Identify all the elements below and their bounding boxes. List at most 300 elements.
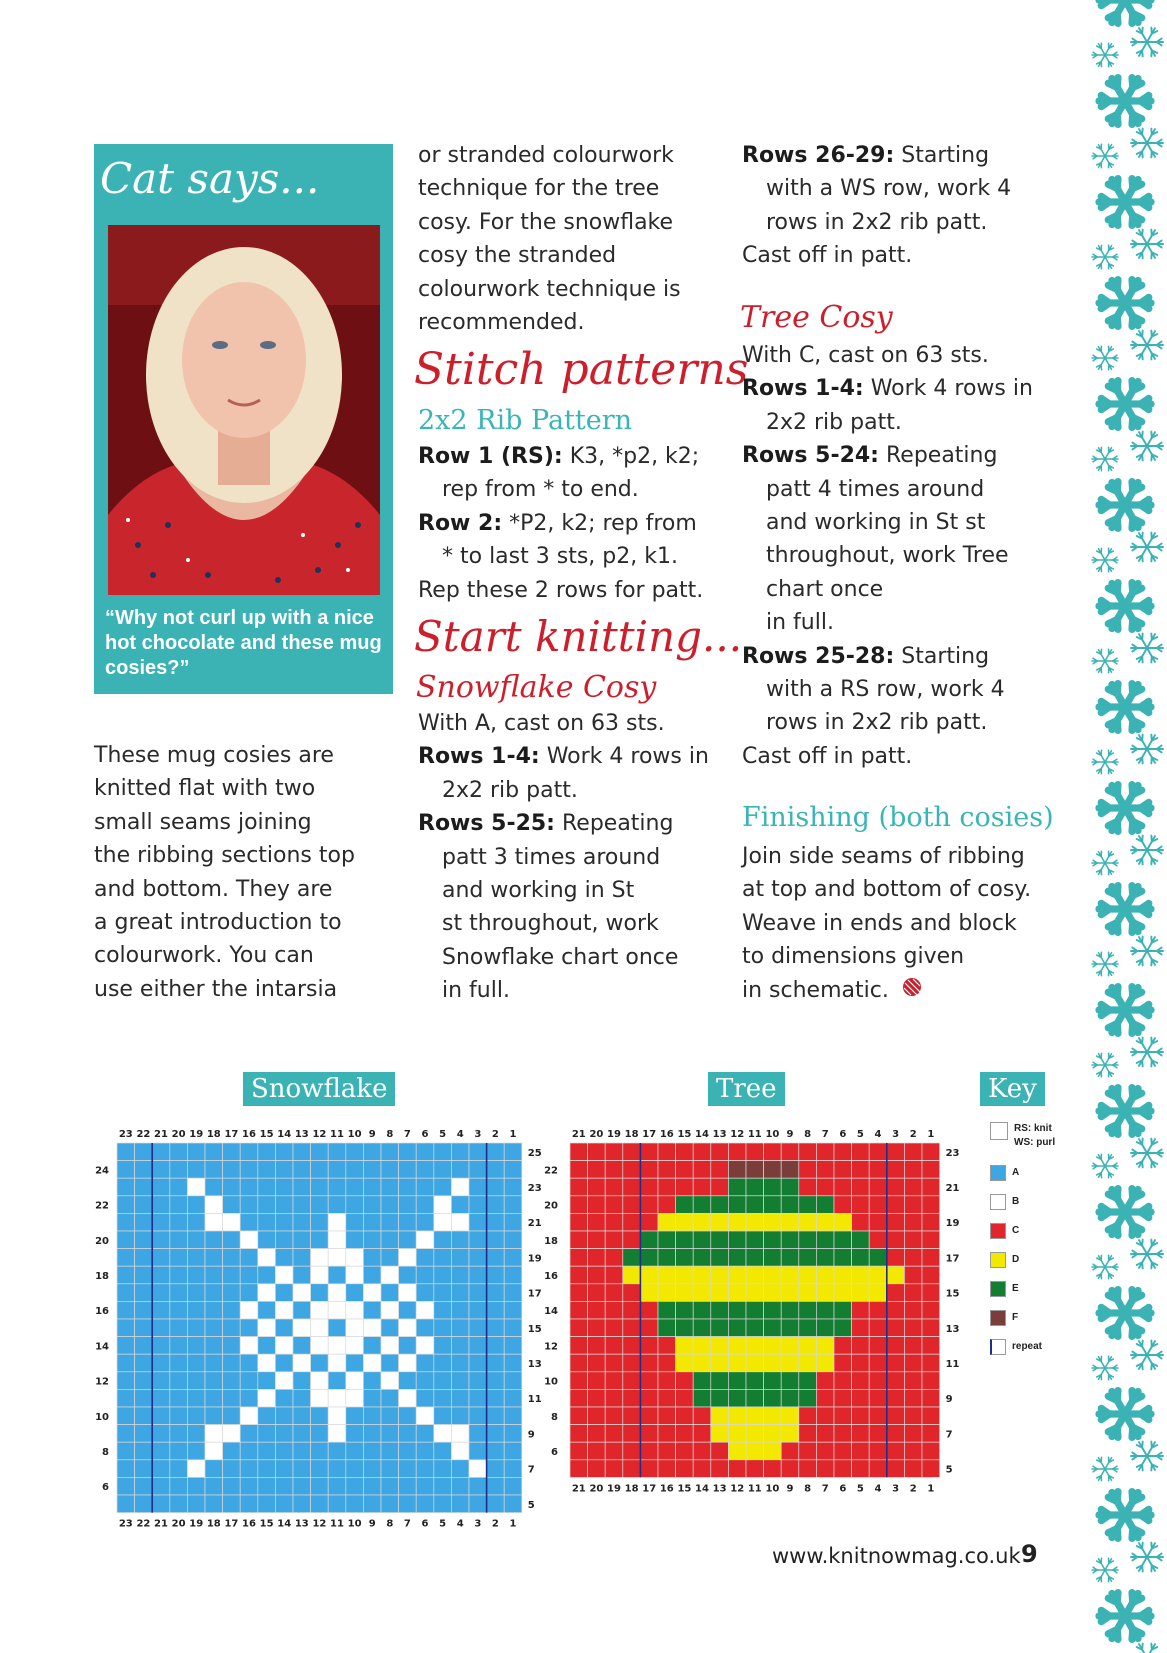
chart-cell [170, 1161, 188, 1179]
chart-cell [746, 1319, 764, 1337]
chart-cell [922, 1337, 940, 1355]
chart-cell [869, 1442, 887, 1460]
column-number: 4 [456, 1518, 464, 1530]
column-number: 11 [330, 1518, 344, 1530]
chart-cell [363, 1442, 381, 1460]
chart-cell [746, 1231, 764, 1249]
chart-cell [904, 1460, 922, 1478]
chart-cell [728, 1354, 746, 1372]
chart-cell [904, 1442, 922, 1460]
chart-cell [205, 1301, 223, 1319]
text-line: rows in 2x2 rib patt. [766, 710, 988, 736]
chart-cell [152, 1284, 170, 1302]
chart-cell [852, 1284, 870, 1302]
key-label: D [1012, 1254, 1020, 1265]
chart-cell [399, 1319, 417, 1337]
chart-cell [588, 1284, 606, 1302]
text-line: Starting [901, 643, 990, 669]
chart-cell [711, 1143, 729, 1161]
chart-cell [363, 1495, 381, 1513]
chart-cell [676, 1319, 694, 1337]
chart-cell [469, 1442, 487, 1460]
chart-cell [570, 1442, 588, 1460]
chart-cell [487, 1425, 505, 1443]
chart-cell [170, 1143, 188, 1161]
chart-cell [469, 1319, 487, 1337]
snowflake-icon [1099, 684, 1151, 731]
chart-cell [451, 1319, 469, 1337]
chart-cell [275, 1389, 293, 1407]
chart-cell [416, 1477, 434, 1495]
chart-cell [746, 1178, 764, 1196]
chart-cell [676, 1143, 694, 1161]
chart-cell [834, 1319, 852, 1337]
chart-cell [399, 1442, 417, 1460]
chart-cell [311, 1301, 329, 1319]
row-label: Rows 5-25: [418, 811, 555, 837]
chart-cell [781, 1231, 799, 1249]
chart-cell [275, 1442, 293, 1460]
chart-cell [293, 1178, 311, 1196]
row-number: 17 [945, 1253, 960, 1265]
chart-cell [623, 1407, 641, 1425]
chart-cell [311, 1389, 329, 1407]
chart-cell [676, 1284, 694, 1302]
chart-cell [852, 1337, 870, 1355]
chart-cell [658, 1196, 676, 1214]
text-line: * to last 3 sts, p2, k1. [442, 544, 678, 570]
chart-cell [504, 1301, 522, 1319]
chart-cell [381, 1231, 399, 1249]
column-number: 23 [118, 1518, 133, 1530]
chart-cell [363, 1178, 381, 1196]
chart-cell [311, 1407, 329, 1425]
chart-cell [640, 1161, 658, 1179]
chart-cell [311, 1284, 329, 1302]
chart-cell [469, 1389, 487, 1407]
chart-cell [293, 1231, 311, 1249]
chart-cell [205, 1495, 223, 1513]
chart-cell [623, 1460, 641, 1478]
chart-cell [693, 1249, 711, 1267]
chart-cell [588, 1161, 606, 1179]
chart-cell [311, 1337, 329, 1355]
chart-cell [434, 1213, 452, 1231]
chart-cell [887, 1407, 905, 1425]
chart-cell [240, 1389, 258, 1407]
chart-cell [258, 1178, 276, 1196]
chart-cell [240, 1425, 258, 1443]
chart-cell [258, 1337, 276, 1355]
column-number: 9 [368, 1518, 376, 1530]
chart-cell [711, 1301, 729, 1319]
text-line: technique for the tree [418, 176, 660, 202]
column-number: 11 [330, 1129, 344, 1140]
chart-cell [781, 1143, 799, 1161]
column-number: 13 [294, 1518, 309, 1530]
chart-cell [135, 1425, 153, 1443]
chart-cell [205, 1266, 223, 1284]
chart-cell [328, 1213, 346, 1231]
snowflake-icon [1099, 583, 1151, 630]
chart-cell [469, 1354, 487, 1372]
chart-cell [293, 1389, 311, 1407]
chart-cell [728, 1372, 746, 1390]
chart-cell [205, 1178, 223, 1196]
chart-cell [816, 1213, 834, 1231]
chart-cell [293, 1477, 311, 1495]
chart-cell [135, 1477, 153, 1495]
key-swatch [990, 1281, 1006, 1297]
chart-cell [363, 1196, 381, 1214]
row-number: 23 [527, 1183, 542, 1194]
chart-cell [781, 1442, 799, 1460]
snowflake-icon [1131, 836, 1163, 865]
chart-cell [588, 1442, 606, 1460]
row-number: 25 [527, 1147, 542, 1159]
chart-cell [676, 1196, 694, 1214]
chart-cell [258, 1284, 276, 1302]
snowflake-border-decoration [1085, 0, 1167, 1653]
chart-cell [399, 1337, 417, 1355]
chart-cell [152, 1389, 170, 1407]
chart-cell [640, 1301, 658, 1319]
chart-cell [570, 1284, 588, 1302]
snowflake-icon [1099, 0, 1151, 23]
chart-cell [640, 1460, 658, 1478]
chart-cell [904, 1231, 922, 1249]
chart-cell [434, 1178, 452, 1196]
chart-cell [623, 1319, 641, 1337]
chart-cell [504, 1460, 522, 1478]
chart-cell [381, 1407, 399, 1425]
chart-cell [469, 1460, 487, 1478]
column-number: 1 [509, 1518, 517, 1530]
chart-cell [117, 1196, 135, 1214]
row-number: 18 [95, 1271, 109, 1282]
chart-cell [640, 1425, 658, 1443]
chart-cell [451, 1460, 469, 1478]
column-number: 8 [386, 1518, 394, 1530]
chart-cell [187, 1460, 205, 1478]
chart-cell [152, 1178, 170, 1196]
column-number: 6 [421, 1129, 429, 1140]
chart-cell [570, 1389, 588, 1407]
chart-cell [904, 1196, 922, 1214]
text-line: at top and bottom of cosy. [742, 877, 1032, 903]
chart-cell [764, 1425, 782, 1443]
chart-cell [834, 1407, 852, 1425]
chart-cell [258, 1354, 276, 1372]
chart-cell [711, 1354, 729, 1372]
chart-cell [117, 1407, 135, 1425]
text-line: to dimensions given [742, 944, 965, 970]
text-line: With A, cast on 63 sts. [418, 711, 665, 736]
rib-pattern-text [418, 440, 703, 607]
chart-cell [487, 1407, 505, 1425]
chart-cell [504, 1477, 522, 1495]
chart-cell [469, 1337, 487, 1355]
chart-cell [205, 1442, 223, 1460]
chart-cell [346, 1442, 364, 1460]
chart-cell [852, 1442, 870, 1460]
chart-cell [240, 1213, 258, 1231]
chart-cell [799, 1372, 817, 1390]
chart-cell [728, 1143, 746, 1161]
chart-cell [588, 1231, 606, 1249]
chart-cell [693, 1354, 711, 1372]
chart-cell [605, 1337, 623, 1355]
chart-cell [570, 1196, 588, 1214]
snowflake-icon [1131, 1139, 1163, 1168]
column-number: 4 [456, 1129, 464, 1140]
chart-cell [728, 1249, 746, 1267]
text-line: throughout, work Tree [766, 543, 1009, 569]
chart-cell [275, 1178, 293, 1196]
key-label: C [1012, 1225, 1020, 1236]
chart-cell [416, 1231, 434, 1249]
chart-cell [852, 1213, 870, 1231]
chart-cell [135, 1372, 153, 1390]
row-number: 6 [551, 1447, 558, 1458]
chart-cell [293, 1196, 311, 1214]
chart-cell [275, 1213, 293, 1231]
chart-cell [887, 1389, 905, 1407]
chart-cell [258, 1407, 276, 1425]
column-number: 4 [874, 1483, 882, 1495]
chart-cell [187, 1425, 205, 1443]
text-line: Cast off in patt. [742, 243, 913, 269]
chart-cell [311, 1477, 329, 1495]
chart-cell [275, 1460, 293, 1478]
chart-cell [170, 1213, 188, 1231]
column-number: 4 [874, 1129, 882, 1140]
chart-cell [605, 1442, 623, 1460]
chart-cell [623, 1178, 641, 1196]
chart-cell [816, 1425, 834, 1443]
chart-cell [152, 1319, 170, 1337]
chart-cell [887, 1337, 905, 1355]
chart-cell [275, 1477, 293, 1495]
chart-key [990, 1122, 1060, 1361]
snowflake-icon [1092, 1154, 1118, 1177]
row-label: Rows 1-4: [742, 376, 864, 402]
chart-cell [399, 1372, 417, 1390]
chart-cell [676, 1337, 694, 1355]
snowflake-icon [1099, 1290, 1151, 1337]
chart-cell [205, 1389, 223, 1407]
row-number: 11 [945, 1359, 960, 1370]
chart-cell [363, 1231, 381, 1249]
row-number: 5 [945, 1464, 953, 1476]
chart-cell [399, 1196, 417, 1214]
chart-cell [904, 1143, 922, 1161]
snowflake-icon [1092, 1255, 1118, 1278]
chart-cell [504, 1425, 522, 1443]
chart-cell [311, 1249, 329, 1267]
chart-cell [676, 1213, 694, 1231]
finishing-text [742, 840, 1031, 1007]
chart-cell [434, 1196, 452, 1214]
chart-cell [152, 1301, 170, 1319]
chart-cell [764, 1337, 782, 1355]
chart-cell [187, 1231, 205, 1249]
key-swatch [990, 1252, 1006, 1268]
text-line: patt 4 times around [766, 476, 985, 502]
chart-cell [487, 1249, 505, 1267]
text-line: rows in 2x2 rib patt. [766, 209, 988, 235]
chart-cell [311, 1372, 329, 1390]
author-photo [108, 225, 380, 595]
column-number: 10 [765, 1129, 780, 1140]
chart-cell [764, 1266, 782, 1284]
chart-cell [187, 1389, 205, 1407]
chart-cell [504, 1143, 522, 1161]
chart-cell [504, 1495, 522, 1513]
column-number: 15 [259, 1518, 274, 1530]
chart-cell [258, 1266, 276, 1284]
chart-cell [605, 1249, 623, 1267]
chart-cell [623, 1389, 641, 1407]
chart-cell [623, 1354, 641, 1372]
chart-cell [816, 1354, 834, 1372]
chart-cell [487, 1178, 505, 1196]
chart-cell [605, 1266, 623, 1284]
chart-cell [922, 1266, 940, 1284]
chart-cell [223, 1354, 241, 1372]
chart-cell [693, 1319, 711, 1337]
chart-cell [416, 1407, 434, 1425]
chart-cell [504, 1354, 522, 1372]
chart-cell [451, 1372, 469, 1390]
chart-cell [799, 1266, 817, 1284]
chart-cell [605, 1284, 623, 1302]
snowflake-icon [1131, 1341, 1163, 1370]
chart-cell [852, 1161, 870, 1179]
snowflake-icon [1131, 634, 1163, 663]
chart-cell [816, 1319, 834, 1337]
chart-cell [152, 1143, 170, 1161]
chart-cell [570, 1266, 588, 1284]
column-number: 12 [730, 1483, 745, 1495]
chart-cell [434, 1477, 452, 1495]
cat-says-title: Cat says... [100, 154, 320, 203]
chart-cell [205, 1213, 223, 1231]
chart-cell [434, 1319, 452, 1337]
column-number: 11 [747, 1129, 762, 1140]
chart-cell [205, 1337, 223, 1355]
chart-cell [416, 1161, 434, 1179]
chart-cell [293, 1143, 311, 1161]
chart-cell [504, 1178, 522, 1196]
snowflake-icon [1092, 649, 1118, 672]
row-label: Rows 26-29: [742, 143, 895, 168]
chart-cell [711, 1337, 729, 1355]
chart-cell [852, 1178, 870, 1196]
chart-cell [623, 1161, 641, 1179]
chart-cell [399, 1266, 417, 1284]
column-number: 3 [892, 1483, 900, 1495]
chart-cell [381, 1249, 399, 1267]
column-number: 7 [821, 1483, 829, 1495]
chart-cell [922, 1178, 940, 1196]
chart-cell [605, 1231, 623, 1249]
chart-cell [605, 1460, 623, 1478]
chart-cell [764, 1143, 782, 1161]
chart-cell [311, 1161, 329, 1179]
chart-cell [711, 1213, 729, 1231]
chart-cell [328, 1301, 346, 1319]
column-number: 9 [368, 1129, 376, 1140]
row-number: 7 [527, 1464, 535, 1476]
text-line: recommended. [418, 310, 585, 336]
chart-cell [469, 1372, 487, 1390]
chart-cell [346, 1196, 364, 1214]
chart-cell [588, 1249, 606, 1267]
chart-cell [293, 1337, 311, 1355]
snowflake-icon [1131, 1543, 1163, 1572]
column-number: 16 [659, 1129, 674, 1140]
text-line: and working in St st [766, 510, 986, 536]
chart-cell [588, 1354, 606, 1372]
column-number: 7 [403, 1518, 411, 1530]
chart-cell [117, 1337, 135, 1355]
chart-cell [487, 1231, 505, 1249]
chart-cell [922, 1354, 940, 1372]
chart-cell [170, 1337, 188, 1355]
chart-cell [152, 1231, 170, 1249]
chart-cell [434, 1354, 452, 1372]
chart-cell [416, 1372, 434, 1390]
chart-cell [434, 1407, 452, 1425]
column-number: 20 [171, 1518, 186, 1530]
chart-cell [676, 1407, 694, 1425]
chart-cell [623, 1143, 641, 1161]
chart-cell [240, 1442, 258, 1460]
row-number: 10 [95, 1411, 109, 1423]
row-number: 18 [544, 1235, 558, 1247]
chart-cell [887, 1284, 905, 1302]
column-number: 15 [677, 1483, 692, 1495]
chart-cell [746, 1442, 764, 1460]
text-line: *P2, k2; rep from [509, 510, 697, 536]
chart-cell [240, 1477, 258, 1495]
chart-cell [816, 1196, 834, 1214]
chart-cell [728, 1284, 746, 1302]
chart-cell [588, 1389, 606, 1407]
chart-cell [640, 1337, 658, 1355]
key-item [990, 1303, 1060, 1332]
chart-cell [764, 1161, 782, 1179]
chart-cell [487, 1143, 505, 1161]
chart-cell [869, 1284, 887, 1302]
chart-cell [399, 1389, 417, 1407]
chart-cell [588, 1178, 606, 1196]
chart-cell [869, 1372, 887, 1390]
chart-cell [381, 1442, 399, 1460]
key-title: Key [980, 1072, 1045, 1106]
chart-cell [904, 1354, 922, 1372]
chart-cell [170, 1442, 188, 1460]
snowflake-icon [1092, 952, 1118, 975]
chart-cell [711, 1425, 729, 1443]
chart-cell [852, 1319, 870, 1337]
chart-cell [275, 1337, 293, 1355]
text-line: colourwork. You can [94, 943, 314, 969]
chart-cell [904, 1161, 922, 1179]
chart-cell [487, 1354, 505, 1372]
chart-cell [869, 1231, 887, 1249]
